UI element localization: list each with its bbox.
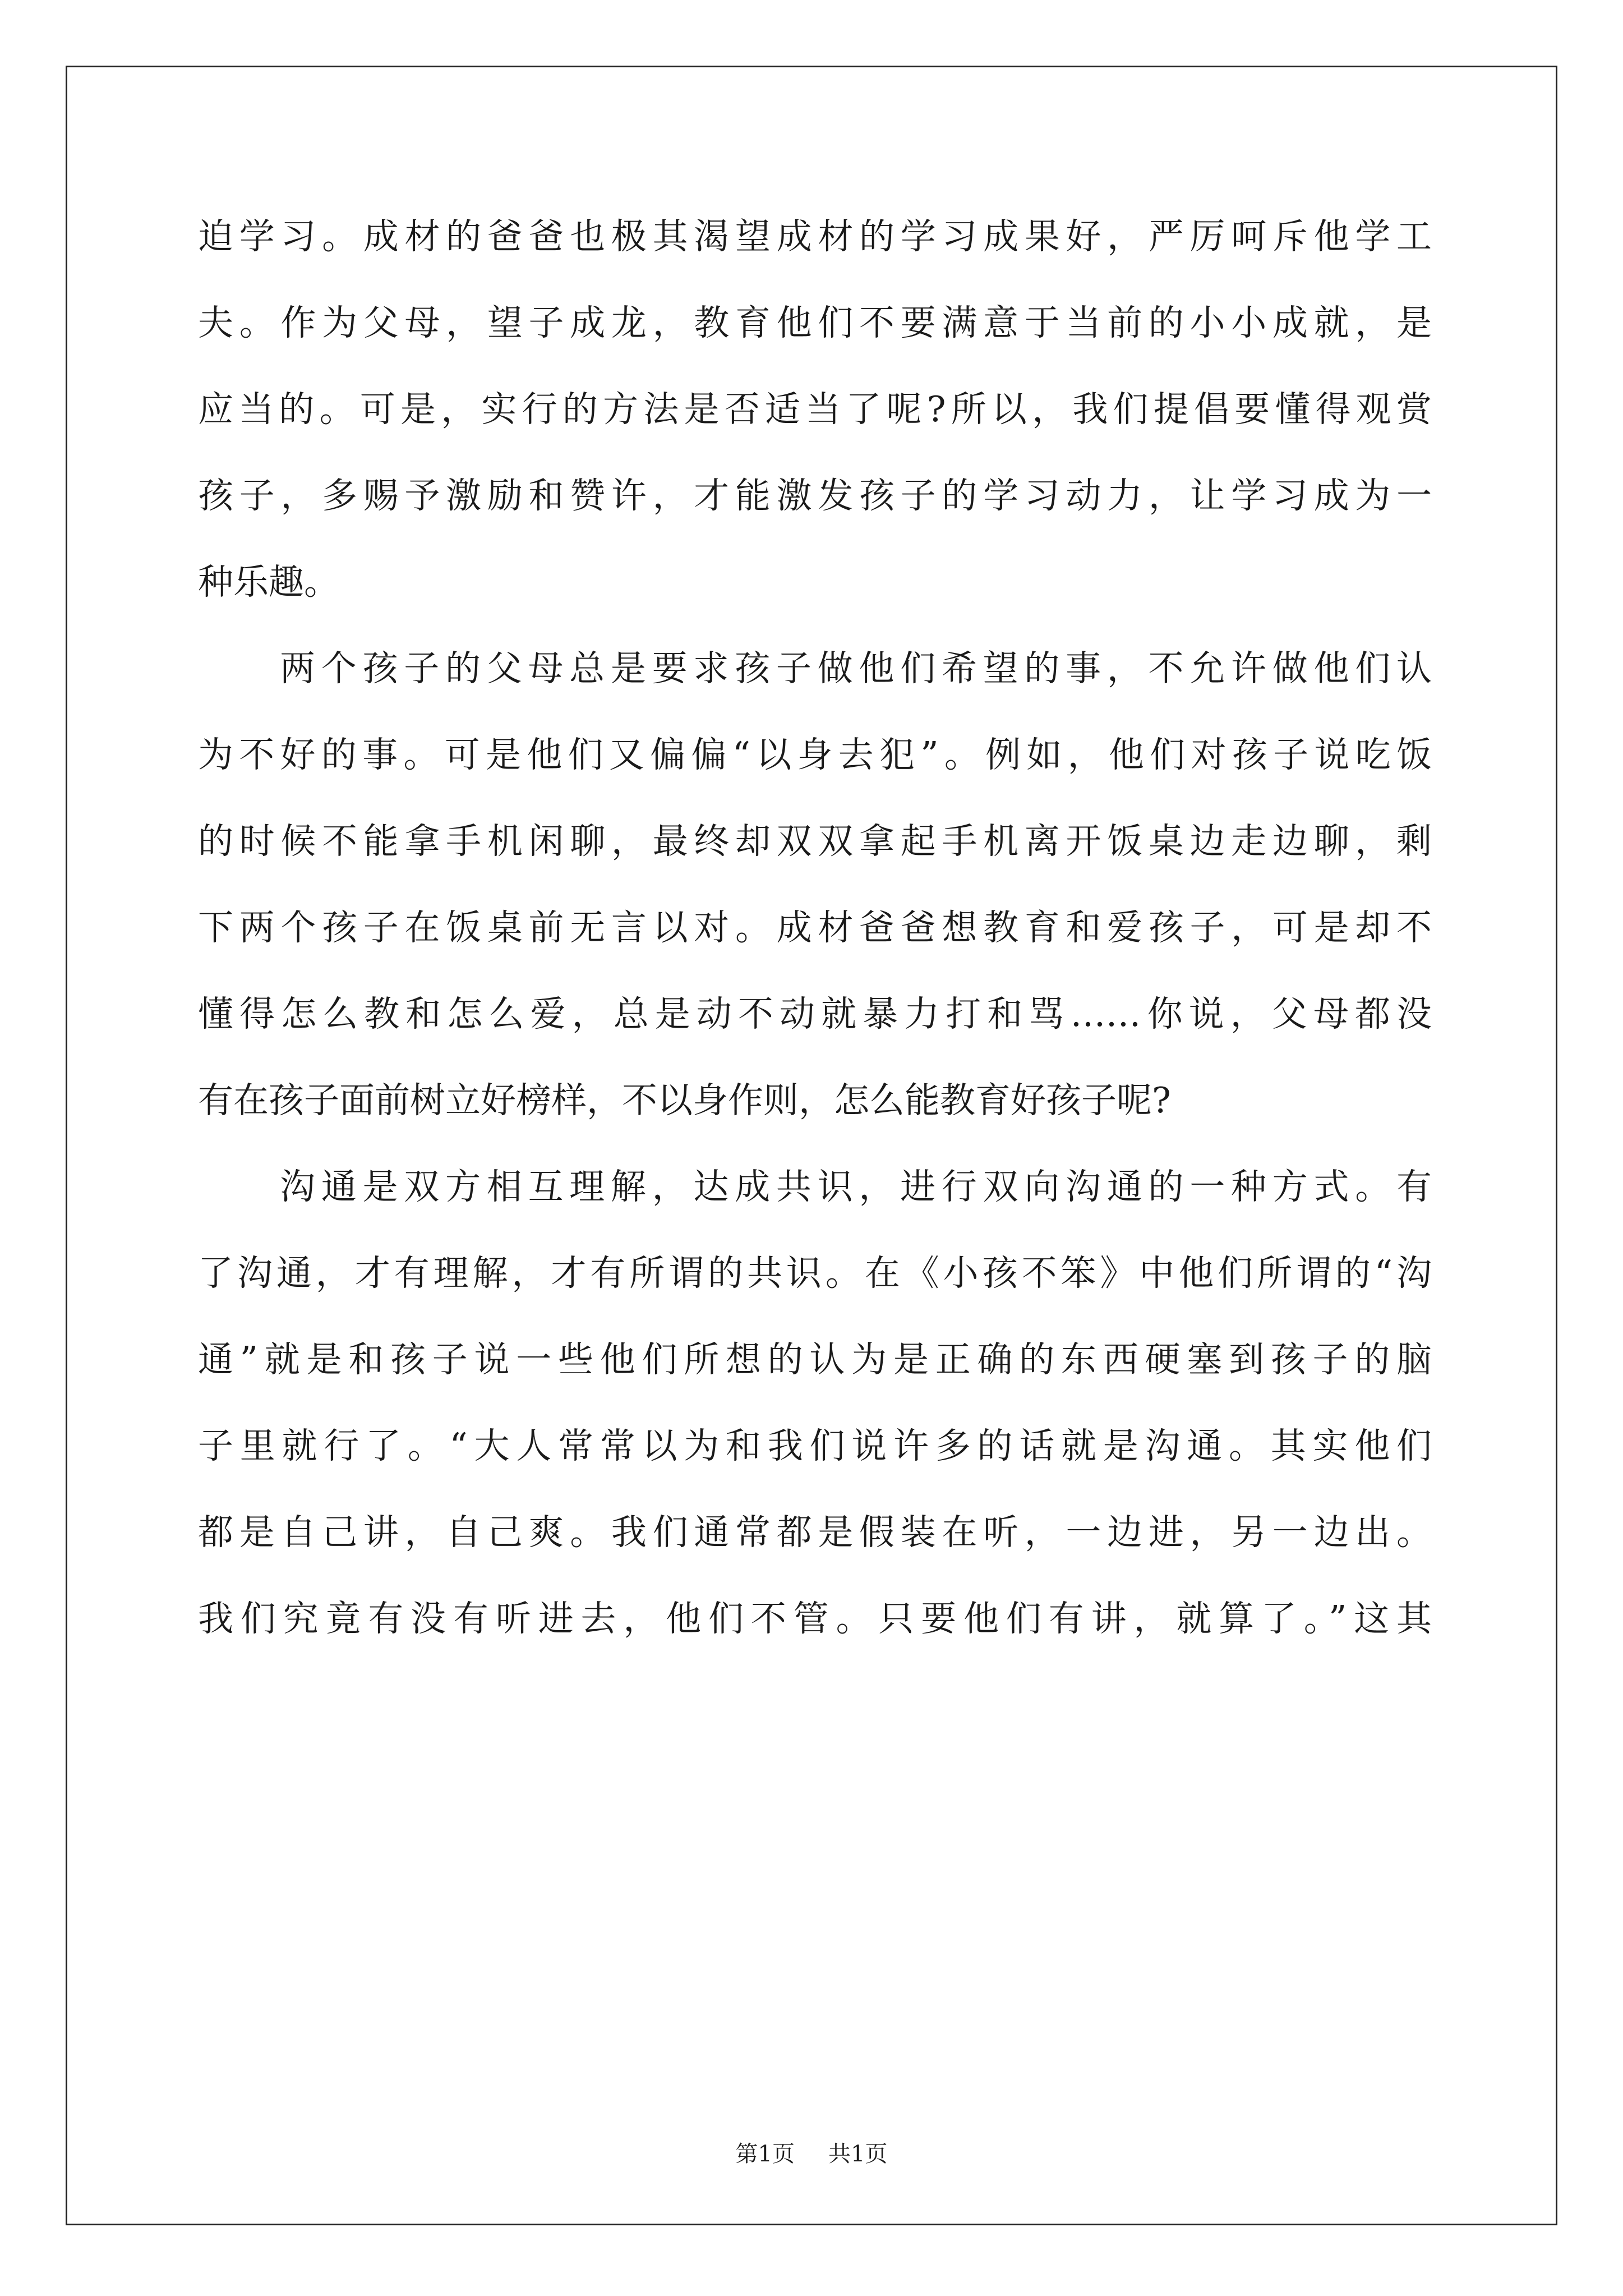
text-line: 懂得怎么教和怎么爱，总是动不动就暴力打和骂……你说，父母都没: [198, 993, 1432, 1034]
text-line: 为不好的事。可是他们又偏偏“以身去犯”。例如，他们对孩子说吃饭: [198, 734, 1432, 775]
text-line: 子里就行了。“大人常常以为和我们说许多的话就是沟通。其实他们: [198, 1425, 1432, 1466]
page-footer: [0, 2137, 1623, 2171]
paragraph-first-line: 两个孩子的父母总是要求孩子做他们希望的事，不允许做他们认: [280, 648, 1432, 689]
text-line: 种乐趣。: [198, 562, 339, 602]
text-line: 都是自己讲，自己爽。我们通常都是假装在听，一边进，另一边出。: [198, 1512, 1432, 1553]
text-line: 了沟通，才有理解，才有所谓的共识。在《小孩不笨》中他们所谓的“沟: [198, 1253, 1432, 1294]
text-line: 有在孩子面前树立好榜样，不以身作则，怎么能教育好孩子呢?: [198, 1080, 1171, 1121]
text-line: 通”就是和孩子说一些他们所想的认为是正确的东西硬塞到孩子的脑: [198, 1339, 1432, 1380]
text-line: 孩子，多赐予激励和赞许，才能激发孩子的学习动力，让学习成为一: [198, 475, 1432, 516]
paragraph-first-line: 沟通是双方相互理解，达成共识，进行双向沟通的一种方式。有: [280, 1166, 1432, 1207]
text-line: 应当的。可是，实行的方法是否适当了呢?所以，我们提倡要懂得观赏: [198, 389, 1432, 430]
text-line: 夫。作为父母，望子成龙，教育他们不要满意于当前的小小成就，是: [198, 302, 1432, 343]
text-line: 的时候不能拿手机闲聊，最终却双双拿起手机离开饭桌边走边聊，剩: [198, 821, 1432, 862]
page-number: 第1页: [735, 2141, 795, 2167]
document-body: [198, 194, 1432, 1662]
text-line: 下两个孩子在饭桌前无言以对。成材爸爸想教育和爱孩子，可是却不: [198, 907, 1432, 948]
page-total: 共1页: [828, 2141, 888, 2167]
text-line: 我们究竟有没有听进去，他们不管。只要他们有讲，就算了。”这其: [198, 1598, 1432, 1639]
text-line: 迫学习。成材的爸爸也极其渴望成材的学习成果好，严厉呵斥他学工: [198, 216, 1432, 257]
